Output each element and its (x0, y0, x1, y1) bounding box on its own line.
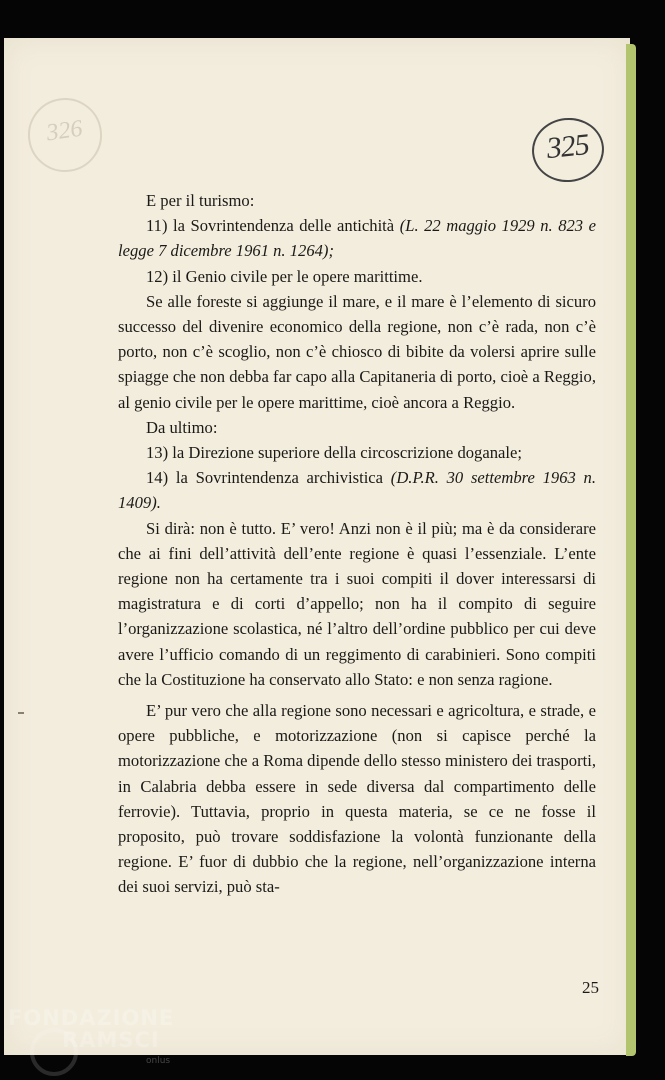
citation-text: (D.P.R. 30 settembre 1963 n. 1409). (118, 468, 596, 513)
book-page (4, 38, 630, 1055)
paragraph-text: 14) la Sovrintendenza archivistica (146, 468, 391, 488)
paragraph (118, 415, 596, 440)
watermark-line2: RAMSCI (62, 1028, 160, 1052)
margin-mark (18, 712, 24, 714)
paragraph (118, 188, 596, 213)
paragraph-text: 11) la Sovrintendenza delle antichità (146, 216, 400, 236)
paragraph-text: Da ultimo: (146, 417, 218, 437)
watermark-line1: FONDAZIONE (8, 1006, 175, 1030)
faded-stamp (23, 93, 107, 177)
paragraph (118, 213, 596, 263)
paragraph (118, 516, 596, 692)
body-text (118, 188, 596, 900)
paragraph-text: Si dirà: non è tutto. E’ vero! Anzi non è il più; ma è da considerare che ai fini dell’attività dell’ente regione è quasi l’essenziale. L’ente regione non ha certamente tra i suoi compiti il dover interessarsi di magistratura e di corti d’appello; non ha il compito di seguire l’organizzazione scolastica, né l’altro dell’ordine pubblico per cui deve avere l’ufficio comando di un reggimento di carabinieri. Sono compiti che la Costituzione ha conservato allo Stato: e non senza ragione. (118, 518, 596, 689)
faded-stamp-number: 326 (44, 115, 85, 147)
paragraph (118, 289, 596, 415)
paragraph-text: 13) la Direzione superiore della circoscrizione doganale; (146, 443, 522, 463)
citation-text: (L. 22 maggio 1929 n. 823 e legge 7 dicembre 1961 n. 1264); (118, 216, 596, 261)
paragraph-text: E per il turismo: (146, 191, 255, 210)
watermark-logo (8, 1006, 188, 1076)
paragraph-text: E’ pur vero che alla regione sono necessari e agricoltura, e strade, e opere pubbliche, e motorizzazione (non si capisce perché la motorizzazione che a Roma dipende dello stesso ministero dei trasporti, in Calabria debba essere in sede diversa dal compartimento delle ferrovie). Tuttavia, proprio in questa materia, se ce ne fosse il proposito, può trovare soddisfazione la volontà funzionante della regione. E’ fuor di dubbio che la regione, nell’organizzazione interna dei suoi servizi, può sta- (118, 701, 596, 897)
cover-edge (626, 44, 636, 1056)
paragraph-text: 12) il Genio civile per le opere marittime. (146, 266, 423, 286)
paragraph (118, 264, 596, 289)
paragraph (118, 465, 596, 515)
paragraph-text: Se alle foreste si aggiunge il mare, e il mare è l’elemento di sicuro successo del divenire economico della regione, non c’è rada, non c’è porto, non c’è scoglio, non c’è chiosco di bibite da volersi aprire sulle spiagge che non debba far capo alla Capitaneria di porto, cioè a Reggio, al genio civile per le opere marittime, cioè ancora a Reggio. (118, 291, 596, 412)
page-number: 25 (582, 978, 599, 997)
archive-number: 325 (545, 127, 591, 166)
paragraph (118, 440, 596, 465)
watermark-sub: onlus (146, 1056, 171, 1066)
paragraph (118, 698, 596, 900)
archive-page-number-stamp (529, 114, 607, 185)
